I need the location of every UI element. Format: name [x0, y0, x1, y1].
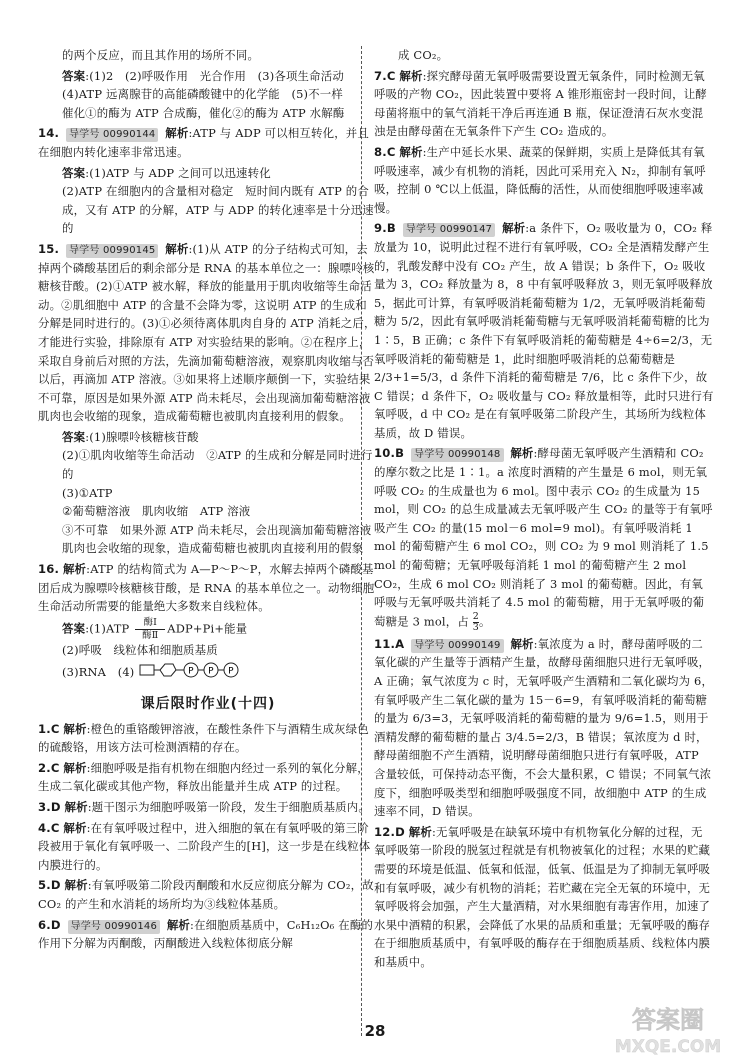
answer-item-2 [38, 759, 378, 796]
right-column [374, 46, 714, 974]
analysis-label: 解析 [510, 446, 534, 461]
guide-code-badge: 导学号 00990145 [66, 244, 158, 258]
answer-item-7 [374, 67, 714, 141]
answer-label: 答案 [62, 429, 86, 444]
answer-line: (3)RNA (4) [62, 665, 135, 680]
answer-line: :(1)ATP [85, 621, 130, 636]
answer-item-9 [374, 219, 714, 442]
question-number: 7.C [374, 68, 396, 83]
answer-item-1 [38, 720, 378, 757]
question-14 [38, 124, 378, 161]
guide-code-badge: 导学号 00990146 [68, 920, 160, 934]
phosphate-label: P [228, 666, 235, 677]
enzyme-top-label: 酶Ⅰ [143, 616, 158, 628]
analysis-label: 解析 [62, 562, 87, 577]
analysis-text: :酵母菌无氧呼吸产生酒精和 CO₂ 的摩尔数之比是 1∶1。a 浓度时酒精的产生量是 6 mol，则无氧呼吸 CO₂ 的生成量也为 6 mol。图中表示 CO₂ 的生成量为 15 mol，则 CO₂ 的总生成量减去无氧呼吸产生 CO₂ 的量等于有氧呼吸产生 CO₂ 的量(15 mol－6 mol=9 mol)。有氧呼吸消耗 1 mol 的葡萄糖产生 6 mol CO₂，则 CO₂ 为 9 mol 则消耗了 1.5 mol 的葡萄糖；无氧呼吸每消耗 1 mol 的葡萄糖产生 2 mol CO₂，生成 6 mol CO₂ 则消耗了 3 mol 的葡萄糖。因此，有氧呼吸与无氧呼吸共消耗了 4.5 mol 的葡萄糖，用于无氧呼吸的葡萄糖是 3 mol，占 [374, 446, 713, 629]
analysis-label: 解析 [510, 636, 534, 651]
continuation-fragment: 成 CO₂。 [398, 48, 449, 62]
enzyme-bottom-label: 酶Ⅱ [142, 629, 159, 641]
analysis-text: :题干图示为细胞呼吸第一阶段，发生于细胞质基质内。 [87, 799, 370, 814]
answer-item-4 [38, 819, 378, 875]
analysis-label: 解析 [399, 144, 423, 159]
analysis-text: :生产中延长水果、蔬菜的保鲜期，实质上是降低其有氧呼吸速率，减少有机物的消耗，因此可采用充入 N₂，抑制有氧呼吸，控制 0 ℃以上低温，降低酶的活性，从而使细胞呼吸速率减慢。 [374, 144, 706, 215]
analysis-text: :无氧呼吸是在缺氧环境中有机物氧化分解的过程，无氧呼吸第一阶段的脱氢过程就是有机物被氧化的过程；水果的贮藏需要的环境是低温、低氧和低湿，低氧、低温是为了抑制无氧呼吸和有氧呼吸，减少有机物的消耗；若贮藏在完全无氧的环境中，无氧呼吸将会加强，产生大量酒精，对水果细胞有毒害作用，加速了水果中酒精的积累，会降低了水果的品质和重量；无氧呼吸的酶存在于细胞质基质中，有氧呼吸的酶存在于细胞质基质、线粒体内膜和基质中。 [374, 824, 711, 969]
analysis-label: 解析 [64, 878, 88, 893]
answer-item-5 [38, 876, 378, 913]
atp-structure-diagram [138, 659, 248, 687]
answer-label: 答案 [62, 68, 86, 83]
sentence-end: 。 [479, 614, 491, 629]
fraction-denominator: 3 [472, 621, 480, 633]
analysis-label: 解析 [399, 68, 423, 83]
answer-line: (2)呼吸 线粒体和细胞质基质 [62, 642, 218, 657]
analysis-text: :在细胞质基质中，C₆H₁₂O₆ 在酶的作用下分解为丙酮酸，丙酮酸进入线粒体彻底分解 [38, 917, 374, 951]
answer-13-line1: :(1)2 (2)呼吸作用 光合作用 (3)各项生命活动 [85, 68, 344, 83]
analysis-text: :ATP 与 ADP 可以相互转化，并且在细胞内转化速率非常迅速。 [38, 126, 369, 159]
analysis-text: :(1)从 ATP 的分子结构式可知，去掉两个磷酸基团后的剩余部分是 RNA 的基本单位之一：腺嘌呤核糖核苷酸。(2)①ATP 被水解，释放的能量用于肌肉收缩等生命活动。②肌细胞中 ATP 的含量不会降为零，这说明 ATP 的生成和分解是同时进行的。(3)①必须待离体肌肉自身的 ATP 消耗之后，才能进行实验，排除原有 ATP 对实验结果的影响。②在程序上，采取自身前后对照的方法，先滴加葡萄糖溶液，观察肌肉收缩与否以后，再滴加 ATP 溶液。③如果将上述顺序颠倒一下，实验结果不可靠，原因是如果外源 ATP 尚未耗尽，会出现滴加葡萄糖溶液肌肉也会收缩的现象，造成葡萄糖也被肌肉直接利用的假象。 [38, 241, 376, 424]
question-number: 2.C [38, 760, 60, 775]
analysis-text: :细胞呼吸是指有机物在细胞内经过一系列的氧化分解，生成二氧化碳或其他产物，释放出能量并生成 ATP 的过程。 [38, 760, 369, 794]
question-number: 12.D [374, 824, 405, 839]
page-number: 28 [364, 1022, 386, 1040]
continuation-fragment: 的两个反应，而且其作用的场所不同。 [62, 48, 260, 62]
answer-item-12 [374, 823, 714, 972]
section-title: 课后限时作业(十四) [140, 696, 276, 712]
analysis-text: :a 条件下，O₂ 吸收量为 0，CO₂ 释放量为 10，说明此过程不进行有氧呼吸，CO₂ 全是酒精发酵产生的，乳酸发酵中没有 CO₂ 产生，故 A 错误；b 条件下，O₂ 吸收量为 3，CO₂ 释放量为 8，8 中有氧呼吸释放 3，则无氧呼吸释放 5，据此可计算，有氧呼吸消耗葡萄糖为 1/2，无氧呼吸消耗葡萄糖为 5/2，因此有氧呼吸消耗葡萄糖与无氧呼吸消耗葡萄糖的比为 1∶5，B 正确；c 条件下有氧呼吸消耗的葡萄糖是 4÷6=2/3，无氧呼吸消耗的葡萄糖是 1，此时细胞呼吸消耗的总葡萄糖是 2/3+1=5/3，d 条件下消耗的葡萄糖是 7/6，比 c 条件下少，故 C 错误；d 条件下，O₂ 吸收量与 CO₂ 释放量相等，此时只进行有氧呼吸，d 中 CO₂ 是在有氧呼吸第二阶段产生，其场所为线粒体基质，故 D 错误。 [374, 221, 714, 440]
answer-label: 答案 [62, 165, 86, 180]
analysis-label: 解析 [166, 917, 191, 932]
question-number: 14. [38, 126, 60, 141]
question-number: 4.C [38, 820, 60, 835]
guide-code-badge: 导学号 00990149 [411, 639, 503, 653]
analysis-label: 解析 [64, 799, 88, 814]
answer-item-6 [38, 916, 378, 953]
answer-line: ②葡萄糖溶液 肌肉收缩 ATP 溶液 [62, 504, 251, 519]
answer-item-11 [374, 635, 714, 821]
analysis-label: 解析 [408, 824, 432, 839]
reversible-reaction-arrow [135, 618, 165, 641]
answer-line: ③不可靠 如果外源 ATP 尚未耗尽，会出现滴加葡萄糖溶液肌肉也会收缩的现象，造成葡萄糖也被肌肉直接利用的假象 [62, 522, 372, 556]
answer-line: (2)ATP 在细胞内的含量相对稳定 短时间内既有 ATP 的合成，又有 ATP 的分解，ATP 与 ADP 的转化速率是十分迅速的 [62, 184, 374, 236]
question-number: 11.A [374, 636, 405, 651]
question-number: 1.C [38, 721, 60, 736]
question-number: 9.B [374, 221, 396, 236]
answer-item-3 [38, 798, 378, 817]
analysis-label: 解析 [63, 721, 87, 736]
answer-item-10 [374, 444, 714, 632]
analysis-label: 解析 [165, 126, 189, 141]
answer-line: (2)①肌肉收缩等生命活动 ②ATP 的生成和分解是同时进行的 [62, 448, 373, 482]
left-column [38, 46, 378, 955]
guide-code-badge: 导学号 00990148 [411, 448, 503, 462]
analysis-label: 解析 [63, 760, 87, 775]
answer-16 [38, 618, 378, 687]
question-16 [38, 560, 378, 616]
analysis-label: 解析 [63, 820, 87, 835]
analysis-label: 解析 [502, 221, 526, 236]
answer-item-8 [374, 143, 714, 217]
guide-code-badge: 导学号 00990144 [66, 128, 158, 142]
analysis-text: :有氧呼吸第二阶段丙酮酸和水反应彻底分解为 CO₂，故 CO₂ 的产生和水消耗的场所均为③线粒体基质。 [38, 878, 374, 911]
answer-line: :(1)腺嘌呤核糖核苷酸 [85, 429, 199, 444]
watermark-line1: 答案圈 [632, 1006, 704, 1034]
analysis-text: :ATP 的结构简式为 A—P～P～P，水解去掉两个磷酸基团后成为腺嘌呤核糖核苷酸，是 RNA 的基本单位之一。动物细胞生命活动所需要的能量绝大多数来自线粒体。 [38, 562, 375, 614]
analysis-text: :氧浓度为 a 时，酵母菌呼吸的二氧化碳的产生量等于酒精产生量，故酵母菌细胞只进行无氧呼吸，A 正确；氧气浓度为 c 时，无氧呼吸产生酒精和二氧化碳均为 6，有氧呼吸产生二氧化碳的量为 15－6=9，有氧呼吸消耗的葡萄糖的量为 6/3=3，无氧呼吸消耗的葡萄糖的量为 9/6=1.5，则用于酒精发酵的葡萄糖的量占 3/4.5=2/3，B 错误；氧浓度为 d 时，酵母菌细胞不产生酒精，说明酵母菌细胞只进行有氧呼吸，ATP 含量较低，可保持动态平衡，不会大量积累，C 错误；不同氧气浓度下，细胞呼吸类型和细胞呼吸强度不同，故细胞中 ATP 的生成速率不同，D 错误。 [374, 636, 714, 819]
answer-label: 答案 [62, 621, 86, 636]
watermark-line2: MXQE.COM [614, 1037, 722, 1057]
answer-15 [38, 428, 378, 558]
answer-line: :(1)ATP 与 ADP 之间可以迅速转化 [85, 165, 271, 180]
analysis-text: :在有氧呼吸过程中，进入细胞的氧在有氧呼吸的第三阶段被用于氧化有氧呼吸一、二阶段产生的[H]，这一步是在线粒体内膜进行的。 [38, 820, 371, 872]
answer-13-line2: (4)ATP 远离腺苷的高能磷酸键中的化学能 (5)不一样 [62, 87, 343, 102]
analysis-text: :橙色的重铬酸钾溶液，在酸性条件下与酒精生成灰绿色的硫酸铬，用该方法可检测酒精的存在。 [38, 721, 369, 755]
phosphate-label: P [208, 666, 215, 677]
analysis-label: 解析 [165, 241, 189, 256]
question-number: 10.B [374, 446, 405, 461]
answer-line: ADP+Pi+能量 [167, 621, 248, 636]
site-watermark-logo [598, 1000, 738, 1058]
question-number: 16. [38, 562, 60, 577]
question-15 [38, 240, 378, 426]
question-number: 8.C [374, 144, 396, 159]
answer-13 [38, 67, 378, 123]
phosphate-label: P [188, 666, 195, 677]
fraction-numerator: 2 [472, 610, 480, 622]
guide-code-badge: 导学号 00990147 [403, 223, 495, 237]
answer-14 [38, 164, 378, 238]
answer-13-line3: 催化①的酶为 ATP 合成酶，催化②的酶为 ATP 水解酶 [62, 105, 345, 120]
analysis-text: :探究酵母菌无氧呼吸需要设置无氧条件，同时检测无氧呼吸的产物 CO₂，因此装置中要将 A 锥形瓶密封一段时间，让酵母菌将瓶中的氧气消耗干净后再连通 B 瓶，保证澄清石灰水变混浊是由酵母菌在无氧条件下产生 CO₂ 造成的。 [374, 68, 707, 139]
question-number: 5.D [38, 878, 61, 893]
answer-line: (3)①ATP [62, 485, 113, 500]
question-number: 15. [38, 241, 60, 256]
question-number: 3.D [38, 799, 61, 814]
question-number: 6.D [38, 917, 61, 932]
